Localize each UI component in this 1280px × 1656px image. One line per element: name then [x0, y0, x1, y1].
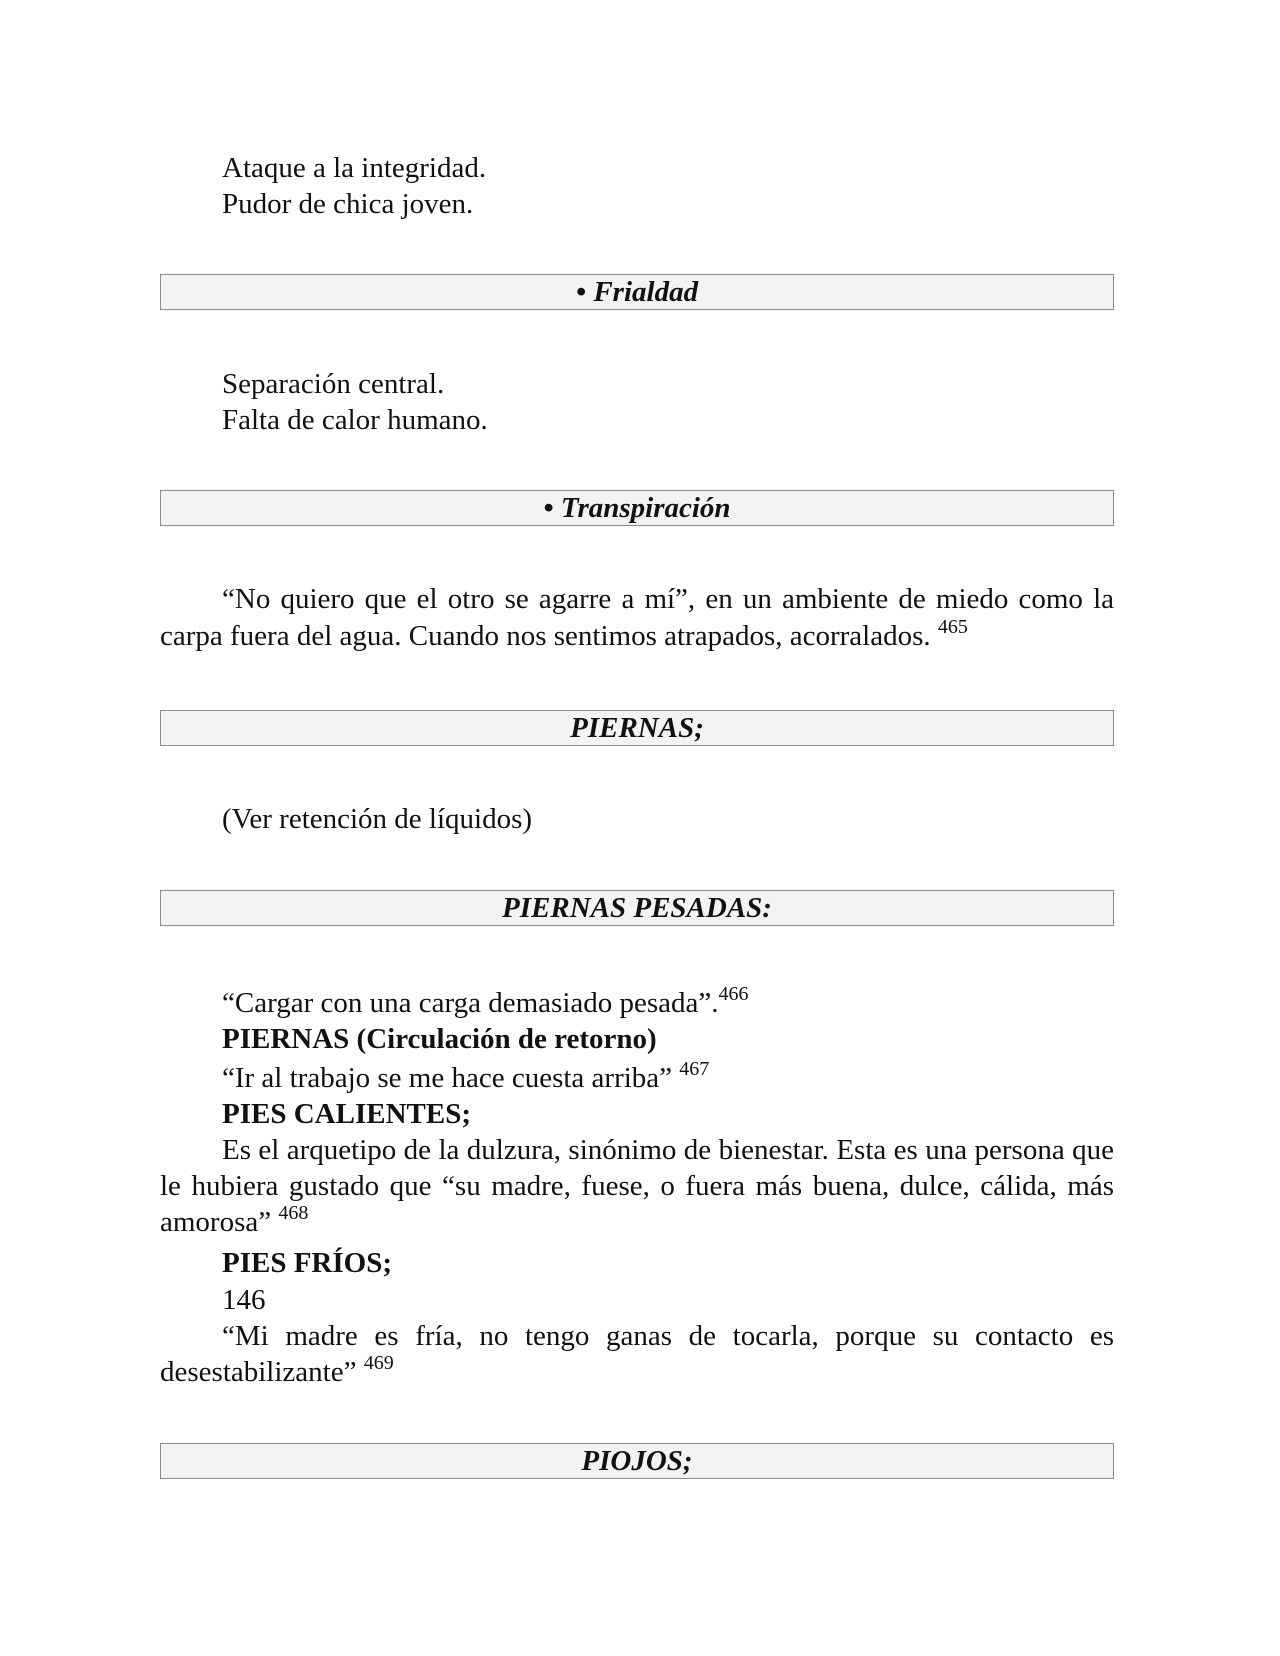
subheading-circulacion: PIERNAS (Circulación de retorno): [222, 1023, 657, 1055]
footnote-ref: 469: [363, 1352, 394, 1374]
section-heading-piojos: PIOJOS;: [160, 1443, 1114, 1479]
quote-text: “Cargar con una carga demasiado pesada”.: [222, 987, 719, 1019]
footnote-ref: 466: [718, 983, 749, 1005]
text-line: Ataque a la integridad.: [222, 152, 487, 184]
page-number: 146: [222, 1284, 266, 1316]
footnote-ref: 468: [278, 1202, 309, 1224]
section-heading-transpiracion: • Transpiración: [160, 490, 1114, 526]
paragraph-text: Es el arquetipo de la dulzura, sinónimo de bienestar. Esta es una persona que le hubiera gustado que “su madre, fuese, o fuera más buena, dulce, cálida, más amorosa”: [160, 1134, 1114, 1238]
paragraph-pies-frios: [160, 1318, 1114, 1390]
text-line: Separación central.: [222, 368, 445, 400]
section-heading-piernas: PIERNAS;: [160, 710, 1114, 746]
quote-text: “Ir al trabajo se me hace cuesta arriba”: [222, 1062, 673, 1094]
text-line: Pudor de chica joven.: [222, 188, 474, 220]
section-heading-frialdad: • Frialdad: [160, 274, 1114, 310]
paragraph-text: “Mi madre es fría, no tengo ganas de tocarla, porque su contacto es desestabilizante”: [160, 1320, 1114, 1388]
text-line: [222, 985, 749, 1021]
text-line: (Ver retención de líquidos): [222, 803, 533, 835]
paragraph-transpiracion: [160, 581, 1114, 655]
text-line: Falta de calor humano.: [222, 404, 488, 436]
paragraph-text: “No quiero que el otro se agarre a mí”, en un ambiente de miedo como la carpa fuera del agua. Cuando nos sentimos atrapados, acorralados.: [160, 583, 1114, 652]
subheading-pies-frios: PIES FRÍOS;: [222, 1247, 393, 1279]
section-heading-piernas-pesadas: PIERNAS PESADAS:: [160, 890, 1114, 926]
subheading-pies-calientes: PIES CALIENTES;: [222, 1098, 471, 1130]
footnote-ref: 467: [679, 1058, 710, 1080]
text-line: [222, 1060, 709, 1096]
paragraph-pies-calientes: [160, 1132, 1114, 1240]
footnote-ref: 465: [937, 616, 968, 638]
